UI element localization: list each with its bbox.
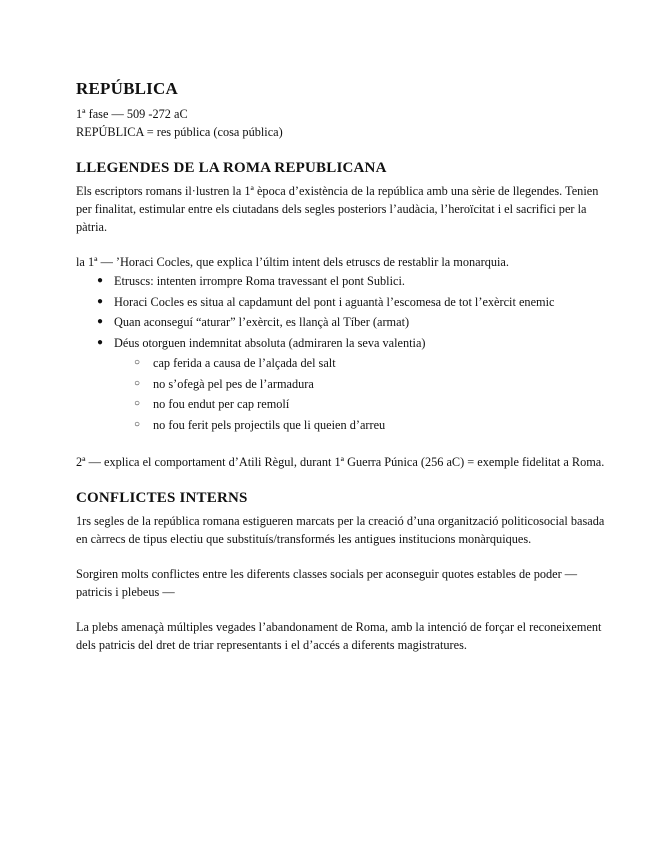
hollow-bullet-icon: ○ bbox=[134, 357, 141, 368]
hollow-bullet-icon: ○ bbox=[134, 418, 141, 430]
conflictes-paragraph-3: La plebs amenaçà múltiples vegades l’abandonament de Roma, amb la intenció de forçar el reconeixement dels patricis del dret de triar representants i el d’accés a diferents magistratures. bbox=[76, 620, 602, 652]
sub-list-item-text: no fou endut per cap remolí bbox=[153, 397, 290, 411]
sub-bullet-list bbox=[114, 353, 606, 435]
list-item bbox=[76, 292, 606, 313]
llegendes-intro-paragraph: Els escriptors romans il·lustren la 1ª època d’existència de la república amb una sèrie de llegendes. Tenien per finalitat, estimular entre els ciutadans dels segles posteriors l’audàcia, l’heroïcitat i el sacrifici per la pàtria. bbox=[76, 184, 599, 234]
list-item bbox=[76, 271, 606, 292]
list-item bbox=[76, 333, 606, 436]
sub-list-item-text: cap ferida a causa de l’alçada del salt bbox=[153, 356, 336, 370]
list-item-text: Quan aconseguí “aturar” l’exèrcit, es llançà al Tíber (armat) bbox=[114, 315, 410, 329]
sub-list-item bbox=[76, 353, 606, 374]
hollow-bullet-icon: ○ bbox=[134, 377, 141, 389]
sub-list-item bbox=[76, 374, 606, 395]
legend-1-intro: la 1ª — ’Horaci Cocles, que explica l’últim intent dels etruscs de restablir la monarquia. bbox=[76, 255, 509, 269]
section-title-llegendes: LLEGENDES DE LA ROMA REPUBLICANA bbox=[76, 160, 387, 176]
legend-1-bullet-list bbox=[76, 271, 606, 435]
list-item bbox=[76, 312, 606, 333]
section-title-conflictes: CONFLICTES INTERNS bbox=[76, 490, 248, 506]
conflictes-paragraph-2: Sorgiren molts conflictes entre les diferents classes socials per aconseguir quotes estables de poder — patricis i plebeus — bbox=[76, 567, 578, 599]
legend-2-paragraph: 2ª — explica el comportament d’Atili Règul, durant 1ª Guerra Púnica (256 aC) = exemple fidelitat a Roma. bbox=[76, 455, 605, 469]
list-item-text: Déus otorguen indemnitat absoluta (admiraren la seva valentia) bbox=[114, 335, 426, 350]
fase-line: 1ª fase — 509 -272 aC bbox=[76, 107, 188, 121]
list-item-text: Horaci Cocles es situa al capdamunt del pont i aguantà l’escomesa de tot l’exèrcit enemic bbox=[114, 294, 555, 309]
list-item-text: Etruscs: intenten irrompre Roma travessant el pont Sublici. bbox=[114, 274, 405, 288]
republica-definition: REPÚBLICA = res pública (cosa pública) bbox=[76, 125, 283, 139]
hollow-bullet-icon: ○ bbox=[134, 398, 141, 409]
sub-list-item-text: no fou ferit pels projectils que li queien d’arreu bbox=[153, 417, 386, 432]
sub-list-item bbox=[76, 394, 606, 415]
sub-list-item-text: no s’ofegà pel pes de l’armadura bbox=[153, 376, 314, 391]
bullet-icon: ● bbox=[97, 295, 104, 307]
bullet-icon: ● bbox=[97, 275, 104, 286]
bullet-icon: ● bbox=[97, 336, 104, 348]
section-title-republica: REPÚBLICA bbox=[76, 79, 178, 98]
conflictes-paragraph-1: 1rs segles de la república romana estigueren marcats per la creació d’una organització politicosocial basada en càrrecs de tipus electiu que substituís/transformés les antigues institucions monàrquiques. bbox=[76, 514, 605, 546]
sub-list-item bbox=[76, 415, 606, 436]
document-page bbox=[76, 78, 606, 654]
bullet-icon: ● bbox=[97, 316, 104, 327]
